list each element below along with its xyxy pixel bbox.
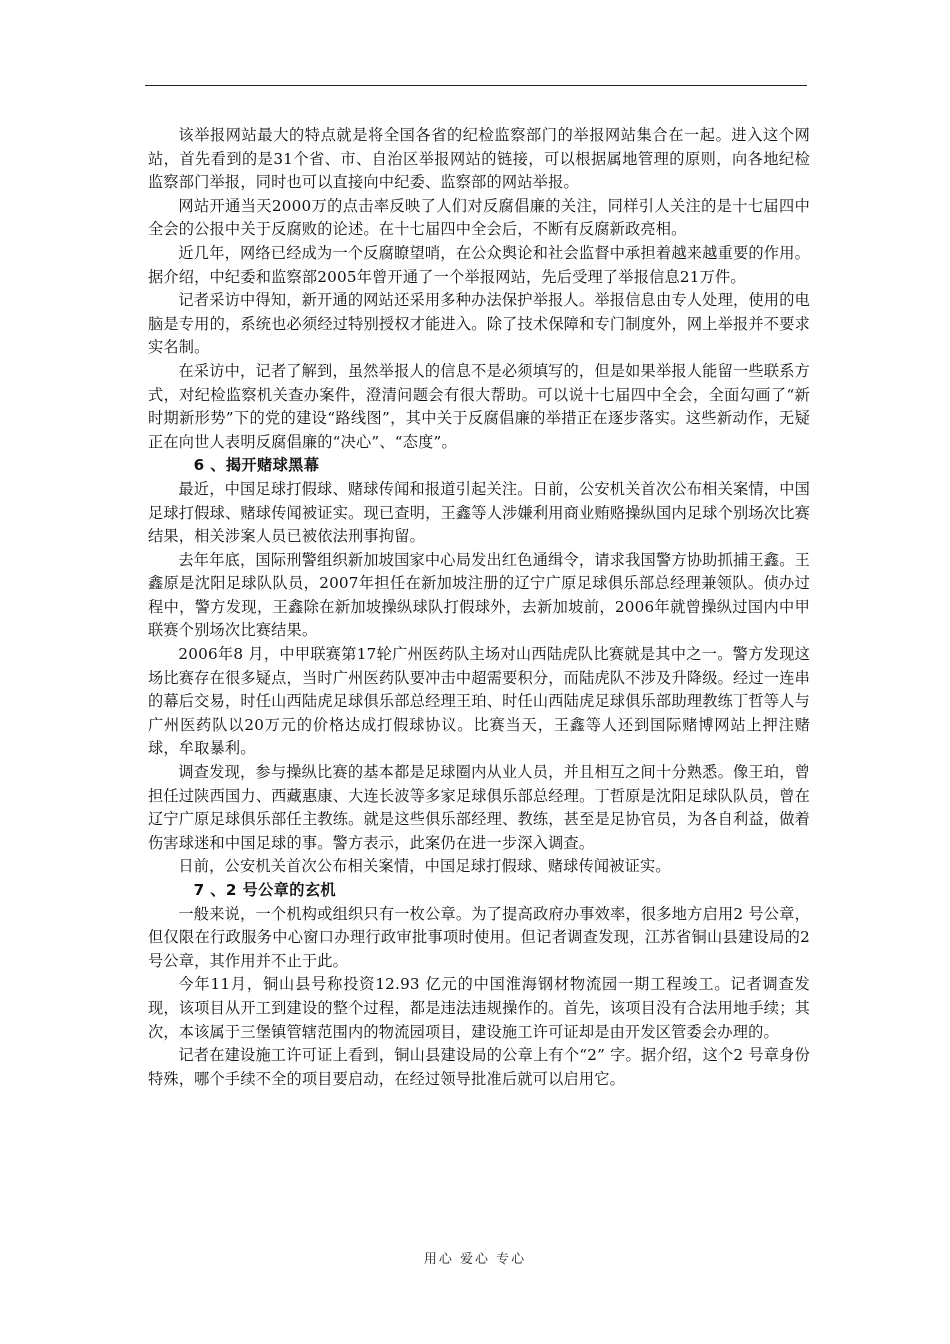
paragraph: 网站开通当天2000万的点击率反映了人们对反腐倡廉的关注，同样引人关注的是十七届四中全会的公报中关于反腐败的论述。在十七届四中全会后，不断有反腐新政亮相。 — [148, 196, 810, 239]
section-heading: 6 、揭开赌球黑幕 — [193, 456, 320, 475]
paragraph: 记者在建设施工许可证上看到，铜山县建设局的公章上有个“2” 字。据介绍，这个2 号章身份特殊，哪个手续不全的项目要启动，在经过领导批准后就可以启用它。 — [148, 1046, 810, 1088]
page-footer: 用心 爱心 专心 — [423, 1252, 527, 1267]
header-rule — [145, 85, 807, 86]
paragraph: 日前，公安机关首次公布相关案情，中国足球打假球、赌球传闻被证实。 — [178, 857, 671, 876]
document-body — [148, 124, 810, 1091]
section-heading: 7 、2 号公章的玄机 — [193, 881, 337, 899]
paragraph: 今年11月，铜山县号称投资12.93 亿元的中国淮海钢材物流园一期工程竣工。记者调查发现，该项目从开工到建设的整个过程，都是违法违规操作的。首先，该项目没有合法用地手续；其次，本该属于三堡镇管辖范围内的物流园项目，建设施工许可证却是由开发区管委会办理的。 — [148, 975, 810, 1041]
paragraph: 最近，中国足球打假球、赌球传闻和报道引起关注。日前，公安机关首次公布相关案情，中国足球打假球、赌球传闻被证实。现已查明，王鑫等人涉嫌利用商业贿赂操纵国内足球个别场次比赛结果，相关涉案人员已被依法刑事拘留。 — [148, 479, 810, 546]
paragraph: 一般来说，一个机构或组织只有一枚公章。为了提高政府办事效率，很多地方启用2 号公章，但仅限在行政服务中心窗口办理行政审批事项时使用。但记者调查发现，江苏省铜山县建设局的2 号公章，其作用并不止于此。 — [148, 904, 810, 970]
paragraph: 2006年8 月，中甲联赛第17轮广州医药队主场对山西陆虎队比赛就是其中之一。警方发现这场比赛存在很多疑点，当时广州医药队要冲击中超需要积分，而陆虎队不涉及升降级。经过一连串的幕后交易，时任山西陆虎足球俱乐部总经理王珀、时任山西陆虎足球俱乐部助理教练丁哲等人与广州医药队以20万元的价格达成打假球协议。比赛当天，王鑫等人还到国际赌博网站上押注赌球，牟取暴利。 — [148, 645, 810, 758]
paragraph: 记者采访中得知，新开通的网站还采用多种办法保护举报人。举报信息由专人处理，使用的电脑是专用的，系统也必须经过特别授权才能进入。除了技术保障和专门制度外，网上举报并不要求实名制。 — [148, 291, 810, 357]
paragraph: 在采访中，记者了解到，虽然举报人的信息不是必须填写的，但是如果举报人能留一些联系方式，对纪检监察机关查办案件，澄清问题会有很大帮助。可以说十七届四中全会，全面勾画了“新时期新形势”下的党的建设“路线图”，其中关于反腐倡廉的举措正在逐步落实。这些新动作，无疑正在向世人表明反腐倡廉的“决心”、“态度”。 — [148, 361, 810, 451]
paragraph: 该举报网站最大的特点就是将全国各省的纪检监察部门的举报网站集合在一起。进入这个网站，首先看到的是31个省、市、自治区举报网站的链接，可以根据属地管理的原则，向各地纪检监察部门举报，同时也可以直接向中纪委、监察部的网站举报。 — [148, 126, 810, 192]
paragraph: 调查发现，参与操纵比赛的基本都是足球圈内从业人员，并且相互之间十分熟悉。像王珀，曾担任过陕西国力、西藏惠康、大连长波等多家足球俱乐部总经理。丁哲原是沈阳足球队队员，曾在辽宁广原足球俱乐部任主教练。就是这些俱乐部经理、教练，甚至是足协官员，为各自利益，做着伤害球迷和中国足球的事。警方表示，此案仍在进一步深入调查。 — [148, 763, 810, 852]
paragraph: 近几年，网络已经成为一个反腐瞭望哨，在公众舆论和社会监督中承担着越来越重要的作用。据介绍，中纪委和监察部2005年曾开通了一个举报网站，先后受理了举报信息21万件。 — [148, 243, 810, 286]
paragraph: 去年年底，国际刑警组织新加坡国家中心局发出红色通缉令，请求我国警方协助抓捕王鑫。王鑫原是沈阳足球队队员，2007年担任在新加坡注册的辽宁广原足球俱乐部总经理兼领队。侦办过程中，警方发现，王鑫除在新加坡操纵球队打假球外，去新加坡前，2006年就曾操纵过国内中甲联赛个别场次比赛结果。 — [148, 550, 810, 640]
